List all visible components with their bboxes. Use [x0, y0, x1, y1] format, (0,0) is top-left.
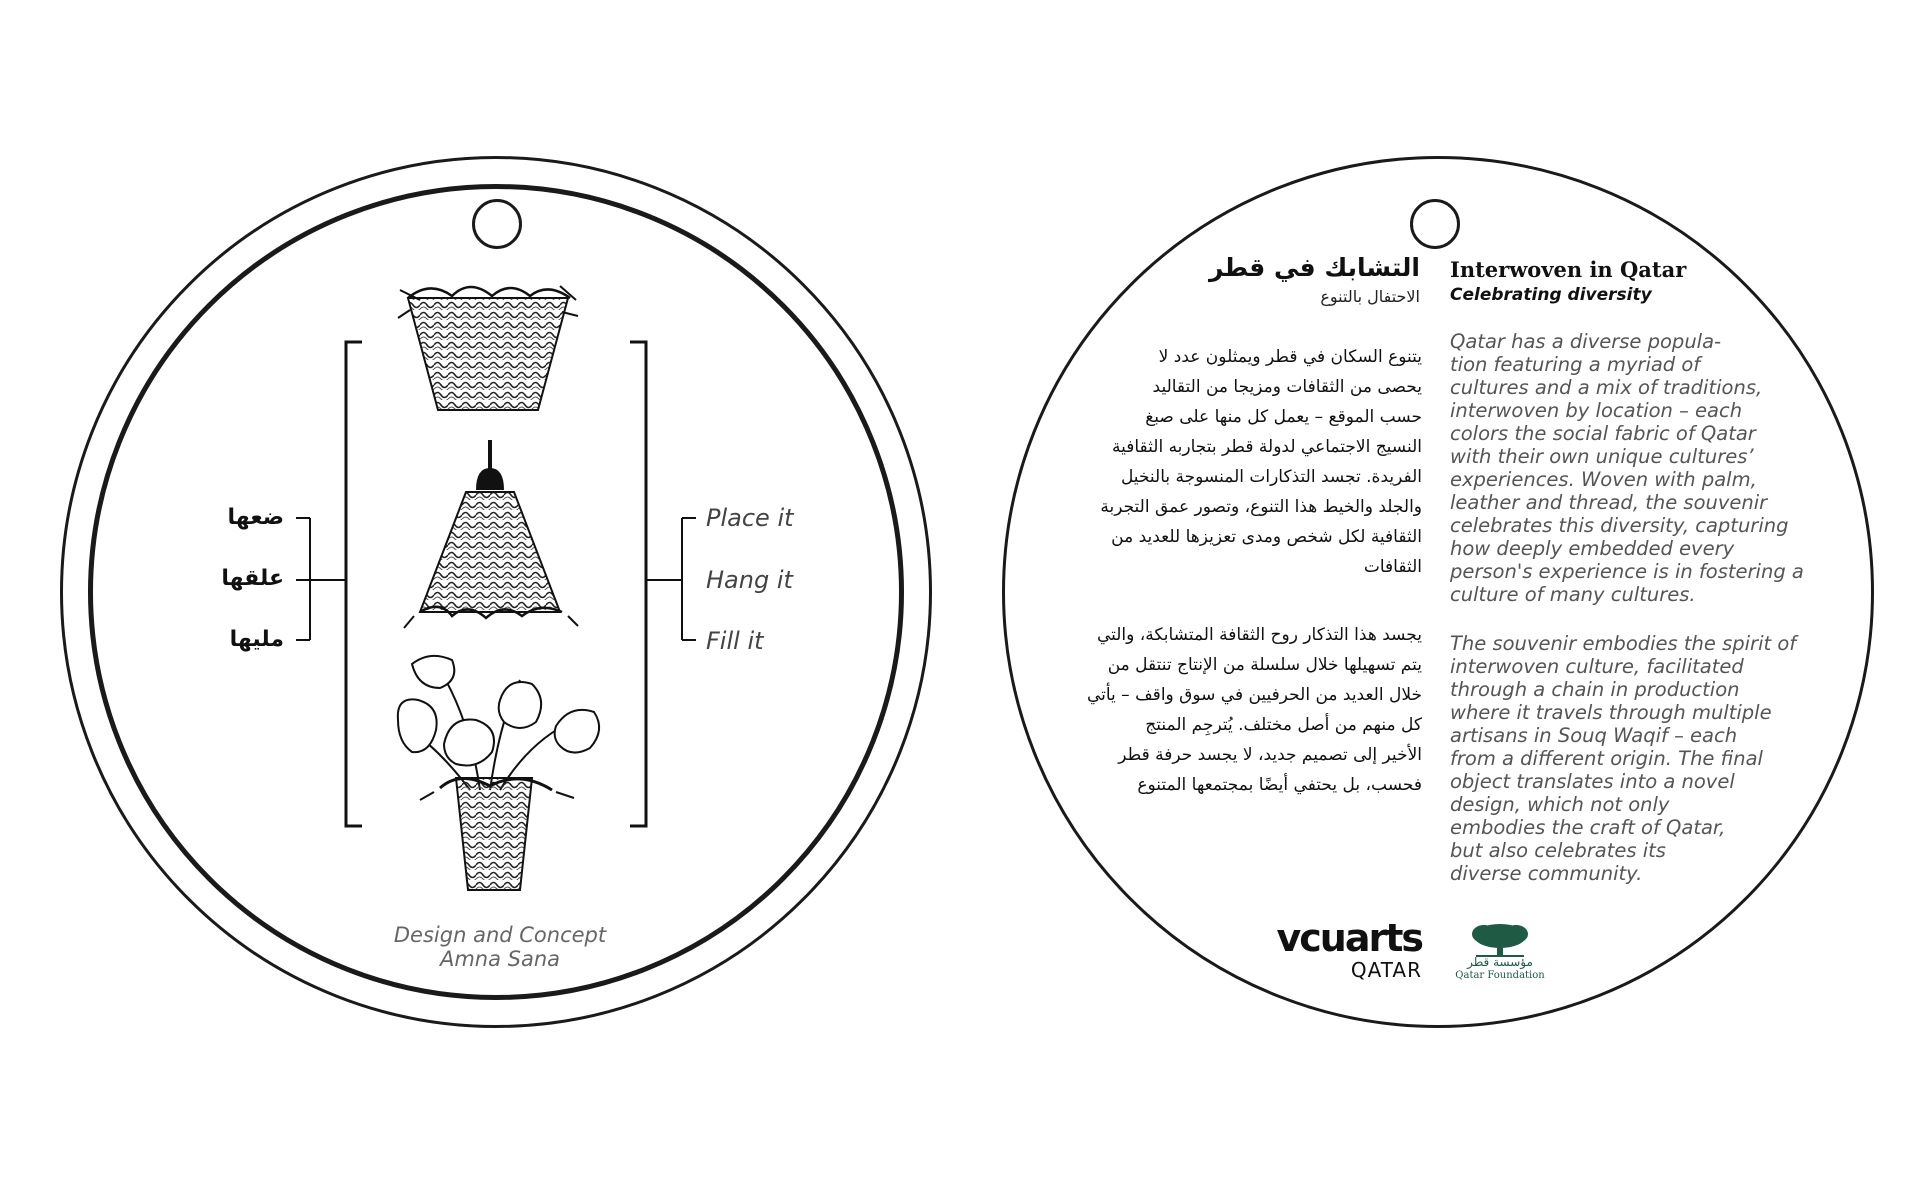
- planter-basket-illustration: [398, 656, 599, 890]
- english-paragraph-2: The souvenir embodies the spirit of interwoven culture, facilitated through a chain in production where it travels through multiple artisans in Souq Waqif – each from a different origin. The final object translates into a novel design, which not only embodies the craft of Qatar, but also celebrates its diverse community.: [1450, 632, 1797, 885]
- right-step-connector: [646, 518, 696, 640]
- step-fill-en: Fill it: [706, 627, 764, 655]
- arabic-subtitle: الاحتفال بالتنوع: [1320, 287, 1420, 306]
- step-hang-en: Hang it: [706, 566, 793, 594]
- back-tag-hole: [1410, 199, 1460, 249]
- arabic-title: التشابك في قطر: [1209, 253, 1420, 282]
- step-place-ar: ضعها: [227, 505, 284, 530]
- english-subtitle: Celebrating diversity: [1450, 285, 1652, 305]
- vcuarts-logo: vcuarts: [1276, 916, 1422, 960]
- qatar-foundation-en: Qatar Foundation: [1455, 970, 1545, 981]
- credit-line2: Amna Sana: [439, 947, 561, 971]
- left-bracket: [346, 342, 362, 826]
- vcuarts-logo-qatar: QATAR: [1350, 958, 1422, 982]
- step-place-en: Place it: [706, 504, 794, 532]
- step-hang-ar: علقها: [221, 566, 284, 591]
- basket-top-illustration: [398, 286, 578, 410]
- arabic-paragraph-1: يتنوع السكان في قطر ويمثلون عدد لا يحصى من الثقافات ومزيجا من التقاليد حسب الموقع – يعمل كل منها على صبغ النسيج الاجتماعي لدولة قطر بتجاربه الثقافية الفريدة. تجسد التذكارات المنسوجة بالنخيل والجلد والخيط هذا التنوع، وتصور عمق التجربة الثقافية لكل شخص ومدى تعزيزها للعديد من الثقافات: [1100, 347, 1422, 577]
- credit-line1: Design and Concept: [393, 923, 607, 947]
- qatar-foundation-tree-icon: [1462, 922, 1538, 958]
- english-paragraph-1: Qatar has a diverse popula- tion featuring a myriad of cultures and a mix of traditions, interwoven by location – each colors the social fabric of Qatar with their own unique cultures’ experiences. Woven with palm, leather and thread, the souvenir celebrates this diversity, capturing how deeply embedded every person's experience is in fostering a culture of many cultures.: [1450, 330, 1804, 606]
- hanging-basket-illustration: [404, 440, 578, 628]
- right-bracket: [630, 342, 646, 826]
- qatar-foundation-ar: مؤسسة قطر: [1467, 955, 1533, 969]
- left-step-connector: [296, 518, 346, 640]
- arabic-paragraph-2: يجسد هذا التذكار روح الثقافة المتشابكة، والتي يتم تسهيلها خلال سلسلة من الإنتاج تنتقل من خلال العديد من الحرفيين في سوق واقف – يأتي كل منهم من أصل مختلف. يُترجِم المنتج الأخير إلى تصميم جديد، لا يجسد حرفة قطر فحسب، بل يحتفي أيضًا بمجتمعها المتنوع: [1086, 625, 1422, 795]
- step-fill-ar: مليها: [229, 627, 284, 652]
- english-title: Interwoven in Qatar: [1450, 257, 1687, 282]
